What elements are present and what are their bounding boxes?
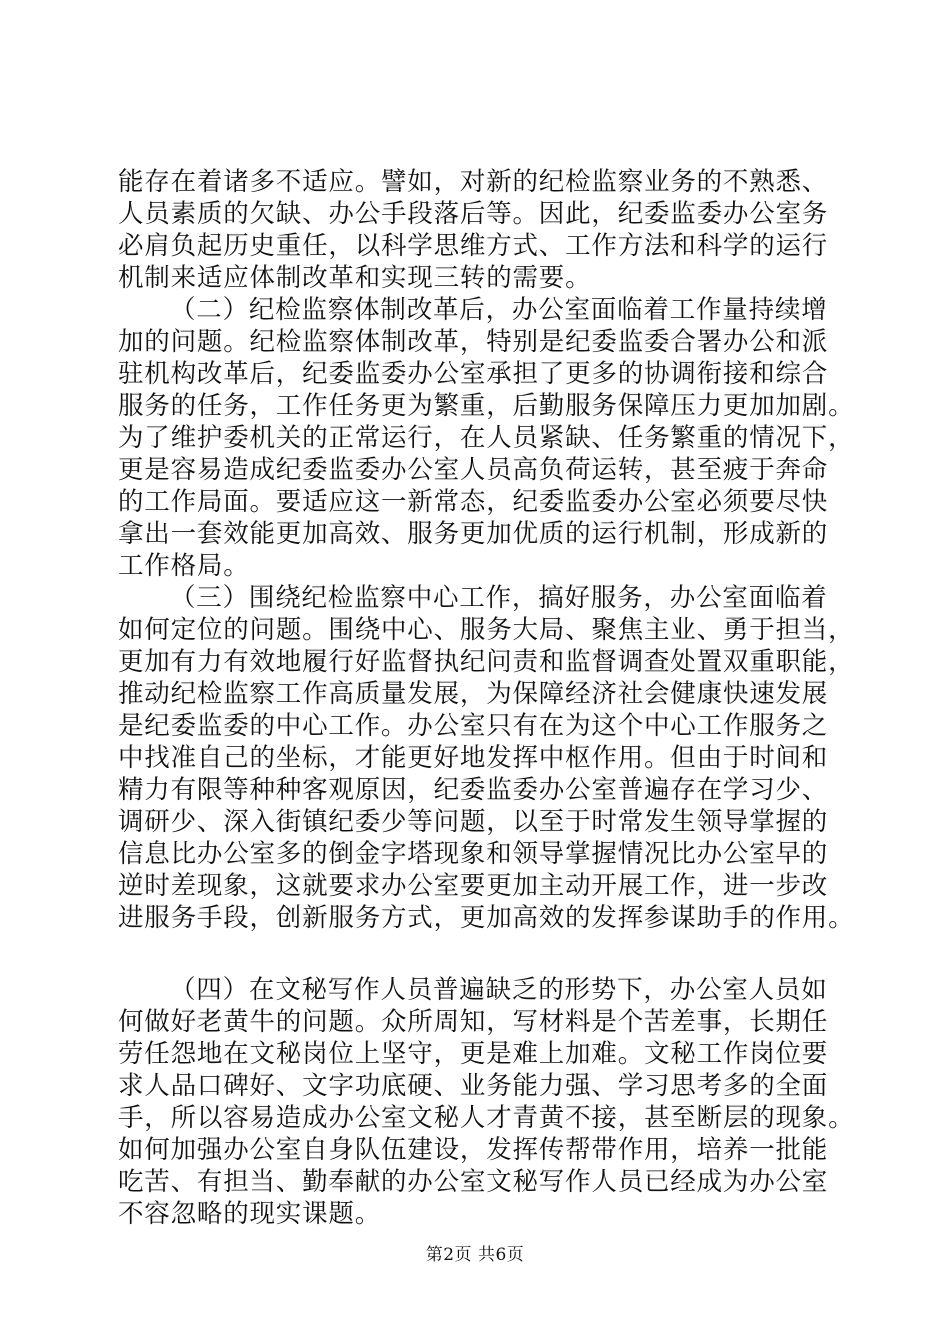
paragraph-1 xyxy=(118,166,838,294)
text-line: 如何加强办公室自身队伍建设，发挥传帮带作用，培养一批能 xyxy=(118,1135,829,1165)
text-line: （四）在文秘写作人员普遍缺乏的形势下，办公室人员如 xyxy=(170,975,828,1005)
text-line: 何做好老黄牛的问题。众所周知，写材料是个苦差事，长期任 xyxy=(118,1007,829,1037)
document-body xyxy=(118,166,855,1230)
text-line: 能存在着诸多不适应。譬如，对新的纪检监察业务的不熟悉、 xyxy=(118,167,829,197)
text-line: 是纪委监委的中心工作。办公室只有在为这个中心工作服务之 xyxy=(118,711,829,741)
text-line: 更加有力有效地履行好监督执纪问责和监督调查处置双重职能， xyxy=(118,647,855,677)
text-line: 求人品口碑好、文字功底硬、业务能力强、学习思考多的全面 xyxy=(118,1071,829,1101)
text-line: 吃苦、有担当、勤奉献的办公室文秘写作人员已经成为办公室 xyxy=(118,1167,829,1197)
paragraph-4 xyxy=(118,974,855,1230)
text-line: 调研少、深入街镇纪委少等问题，以至于时常发生领导掌握的 xyxy=(118,807,829,837)
text-line: 推动纪检监察工作高质量发展，为保障经济社会健康快速发展 xyxy=(118,679,829,709)
text-line: 的工作局面。要适应这一新常态，纪委监委办公室必须要尽快 xyxy=(118,487,829,517)
text-line: 如何定位的问题。围绕中心、服务大局、聚焦主业、勇于担当， xyxy=(118,615,855,645)
text-line: （三）围绕纪检监察中心工作，搞好服务，办公室面临着 xyxy=(170,583,828,613)
text-line: 服务的任务，工作任务更为繁重，后勤服务保障压力更加加剧。 xyxy=(118,391,855,421)
text-line: 拿出一套效能更加高效、服务更加优质的运行机制，形成新的 xyxy=(118,519,829,549)
text-line: 进服务手段，创新服务方式，更加高效的发挥参谋助手的作用。 xyxy=(118,903,855,933)
text-line: 加的问题。纪检监察体制改革，特别是纪委监委合署办公和派 xyxy=(118,327,829,357)
text-line: 机制来适应体制改革和实现三转的需要。 xyxy=(118,263,592,293)
text-line: 劳任怨地在文秘岗位上坚守，更是难上加难。文秘工作岗位要 xyxy=(118,1039,829,1069)
text-line: 工作格局。 xyxy=(118,551,250,581)
text-line: 更是容易造成纪委监委办公室人员高负荷运转，甚至疲于奔命 xyxy=(118,455,829,485)
text-line: 精力有限等种种客观原因，纪委监委办公室普遍存在学习少、 xyxy=(118,775,829,805)
text-line: 逆时差现象，这就要求办公室要更加主动开展工作，进一步改 xyxy=(118,871,829,901)
text-line: 人员素质的欠缺、办公手段落后等。因此，纪委监委办公室务 xyxy=(118,199,829,229)
text-line: 驻机构改革后，纪委监委办公室承担了更多的协调衔接和综合 xyxy=(118,359,829,389)
text-line: 信息比办公室多的倒金字塔现象和领导掌握情况比办公室早的 xyxy=(118,839,829,869)
text-line: 必肩负起历史重任，以科学思维方式、工作方法和科学的运行 xyxy=(118,231,829,261)
text-line: 中找准自己的坐标，才能更好地发挥中枢作用。但由于时间和 xyxy=(118,743,829,773)
paragraph-2 xyxy=(118,294,855,582)
paragraph-3 xyxy=(118,582,855,934)
text-line: 不容忽略的现实课题。 xyxy=(118,1199,382,1229)
page-number-footer: 第2页 共6页 xyxy=(425,1245,525,1265)
text-line: 手，所以容易造成办公室文秘人才青黄不接，甚至断层的现象。 xyxy=(118,1103,855,1133)
paragraph-spacer xyxy=(118,934,838,974)
text-line: 为了维护委机关的正常运行，在人员紧缺、任务繁重的情况下， xyxy=(118,423,855,453)
text-line: （二）纪检监察体制改革后，办公室面临着工作量持续增 xyxy=(170,295,828,325)
